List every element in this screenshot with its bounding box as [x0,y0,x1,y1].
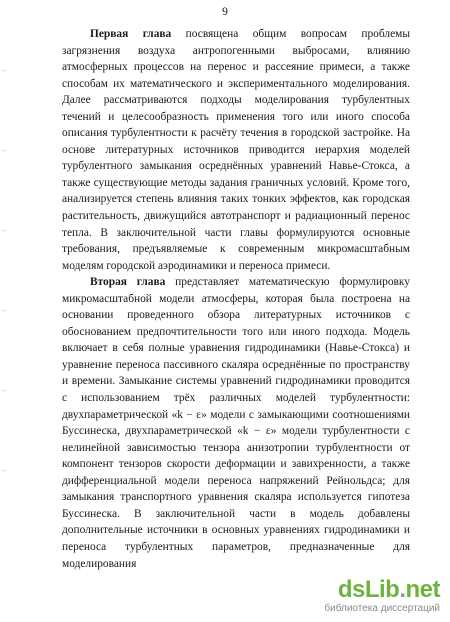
watermark-logo-main: dsLib [337,576,400,603]
paragraph-lead-first-chapter: Первая глава [90,28,172,40]
document-body [62,26,410,572]
paragraph-second-chapter [62,274,410,572]
paragraph-body-second-chapter: представляет математическую формулировку микромасштабной модели атмосферы, которая была построена на основании проведенного обзора литературных источников с обоснованием предпочтительности того или иного подхода. Модель включает в себя полные уравнения гидродинамики (Навье-Стокса) и уравнение переноса пассивного скаляра осреднённые по пространству и времени. Замыкание системы уравнений гидродинамики проводится с использованием трёх различных моделей турбулентности: двухпараметрической «k − ε» модели с замыкающими соотношениями Буссинеска, двухпараметрической «k − ε» модели турбулентности с нелинейной зависимостью тензора анизотропии турбулентности от компонент тензоров скорости деформации и завихренности, а также дифференциальной модели переноса напряжений Рейнольдса; для замыкания транспортного уравнения скаляра используется гипотеза Буссинеска. В заключительной части в модель добавлены дополнительные источники в основных уравнениях гидродинамики и переноса турбулентных параметров, предназначенные для моделирования [62,276,410,570]
watermark-logo-tld: net [405,576,440,603]
scan-edge-artifact [3,30,6,550]
watermark-caption: библиотека диссертаций [324,603,440,614]
page-number: 9 [222,6,228,18]
paragraph-body-first-chapter: посвящена общим вопросам проблемы загрязнения воздуха антропогенными выбросами, влиянию атмосферных процессов на перенос и рассеяние примеси, а также способам их математического и экспериментального моделирования. Далее рассматриваются подходы моделирования турбулентных течений и целесообразность применения того или иного способа описания турбулентности к расчёту течения в городской застройке. На основе литературных источников приводится иерархия моделей турбулентного замыкания осреднённых уравнений Навье-Стокса, а также существующие методы задания граничных условий. Кроме того, анализируется степень влияния таких тонких эффектов, как городская растительность, движущийся автотранспорт и радиационный перенос тепла. В заключительной части главы формулируются основные требования, предъявляемые к современным микромасштабным моделям городской аэродинамики и переноса примеси. [62,28,410,272]
paragraph-first-chapter [62,26,410,274]
watermark-logo [338,576,440,604]
watermark [290,576,440,616]
watermark-logo-dot: . [399,576,406,603]
paragraph-lead-second-chapter: Вторая глава [90,276,166,289]
